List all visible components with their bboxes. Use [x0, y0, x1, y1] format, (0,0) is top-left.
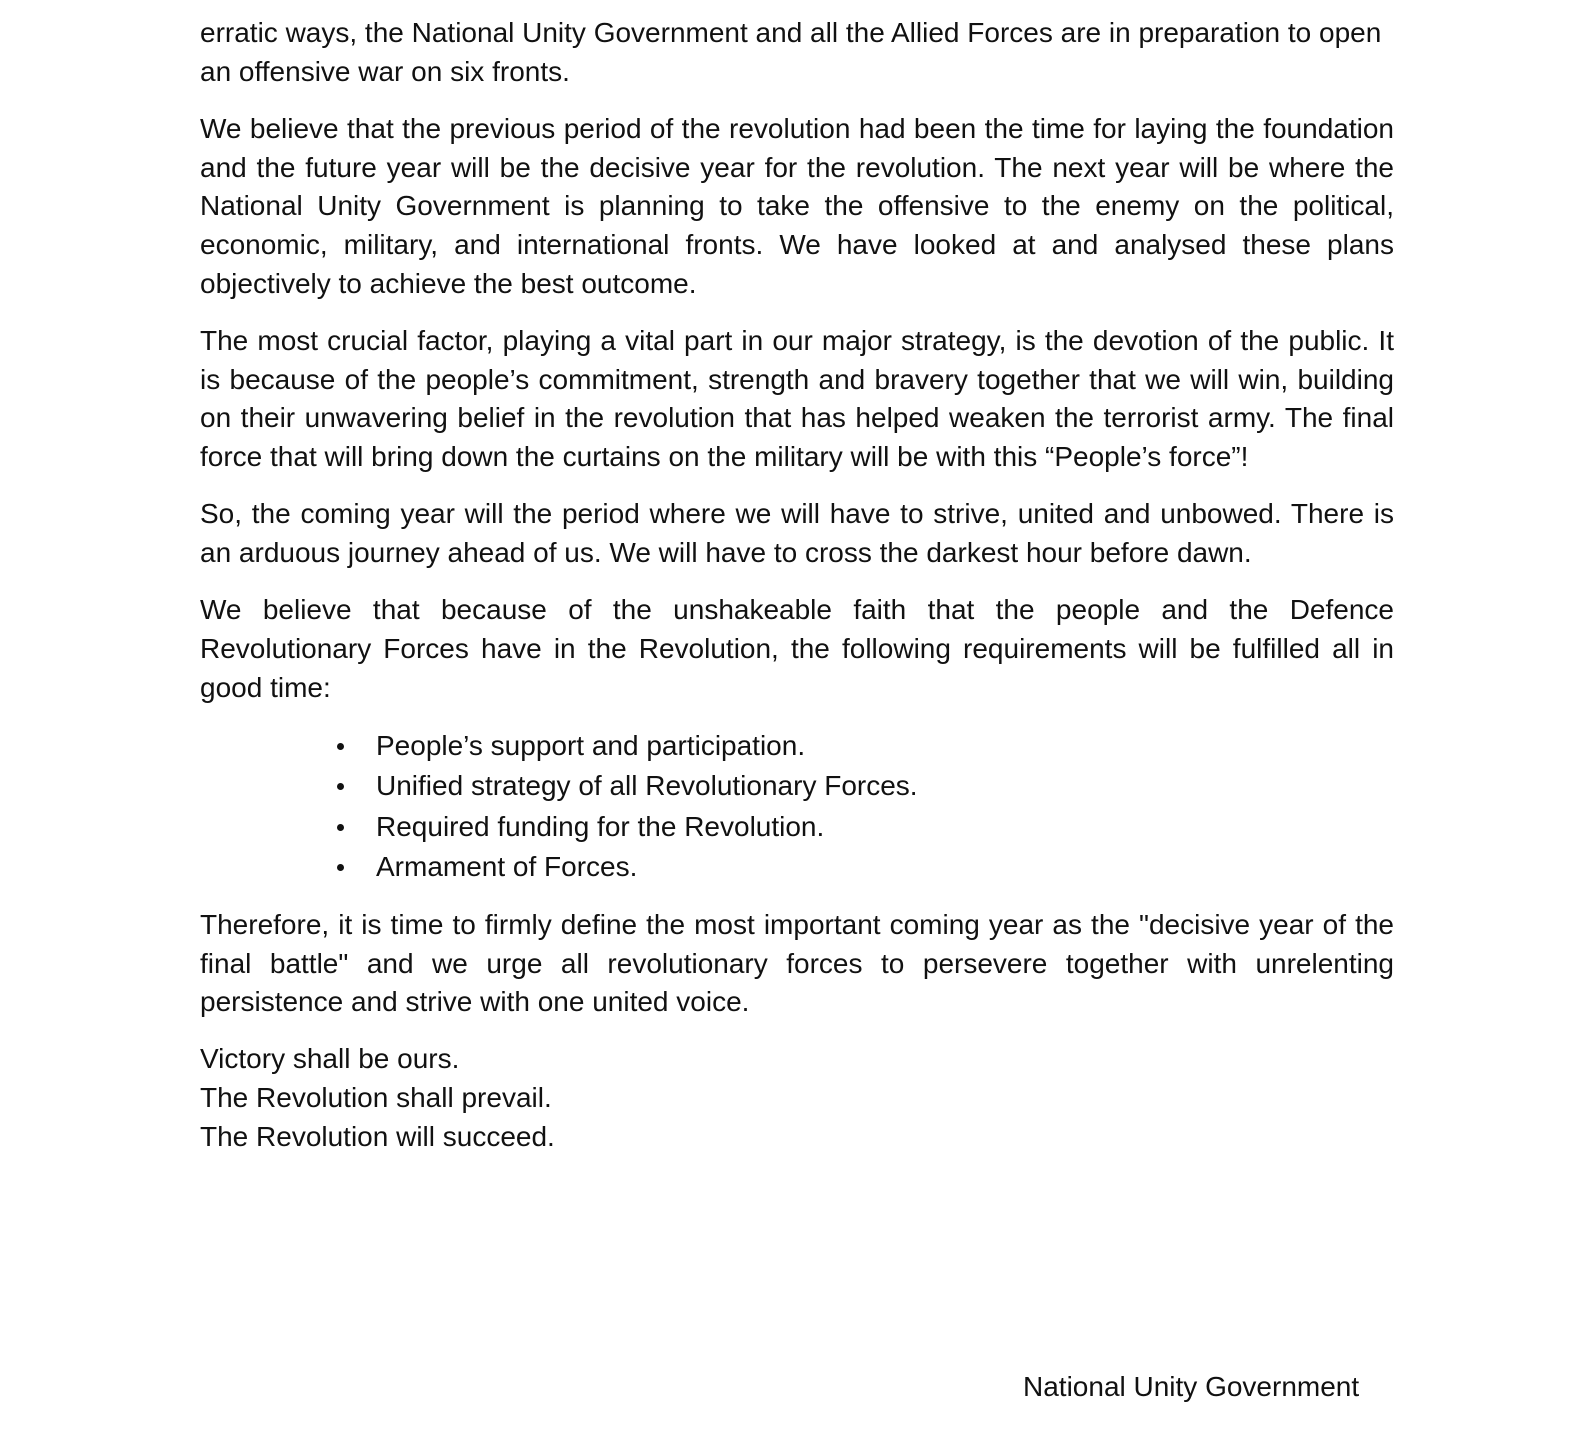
list-item: [200, 726, 1394, 766]
paragraph-final-battle: Therefore, it is time to firmly define the most important coming year as the "decisive year of the final battle" and we urge all revolutionary forces to persevere together with unrelenting persistence and strive with one united voice.: [200, 908, 1394, 1018]
closing-line: The Revolution will succeed.: [200, 1120, 555, 1152]
closing-line: The Revolution shall prevail.: [200, 1082, 552, 1114]
bullet-icon: [337, 824, 344, 831]
list-item-text: People’s support and participation.: [376, 729, 806, 761]
list-item: [200, 847, 1394, 887]
bullet-icon: [337, 783, 344, 790]
signature: National Unity Government: [1023, 1371, 1360, 1402]
paragraph-offensive-preparation: erratic ways, the National Unity Government and all the Allied Forces are in preparation to open an offensive war on six fronts.: [200, 17, 1382, 87]
list-item: [200, 766, 1394, 806]
document-page: [200, 14, 1394, 1157]
list-item-text: Armament of Forces.: [376, 850, 638, 882]
list-item: [200, 807, 1394, 847]
paragraph-requirements-intro: We believe that because of the unshakeable faith that the people and the Defence Revolutionary Forces have in the Revolution, the following requirements will be fulfilled all in good time:: [200, 594, 1394, 703]
closing-slogans: [200, 1040, 1394, 1156]
bullet-icon: [337, 743, 344, 750]
paragraph-decisive-year: We believe that the previous period of the revolution had been the time for laying the foundation and the future year will be the decisive year for the revolution. The next year will be where the National Unity Government is planning to take the offensive to the enemy on the political, economic, military, and international fronts. We have looked at and analysed these plans objectively to achieve the best outcome.: [200, 112, 1394, 299]
requirements-list: [200, 726, 1394, 888]
list-item-text: Required funding for the Revolution.: [376, 810, 825, 842]
list-item-text: Unified strategy of all Revolutionary Forces.: [376, 770, 918, 802]
bullet-icon: [337, 864, 344, 871]
paragraph-public-devotion: The most crucial factor, playing a vital part in our major strategy, is the devotion of the public. It is because of the people’s commitment, strength and bravery together that we will win, building on their unwavering belief in the revolution that has helped weaken the terrorist army. The final force that will bring down the curtains on the military will be with this “People’s force”!: [200, 324, 1394, 473]
closing-line: Victory shall be ours.: [200, 1043, 460, 1075]
paragraph-coming-year: So, the coming year will the period where we will have to strive, united and unbowed. There is an arduous journey ahead of us. We will have to cross the darkest hour before dawn.: [200, 498, 1394, 568]
